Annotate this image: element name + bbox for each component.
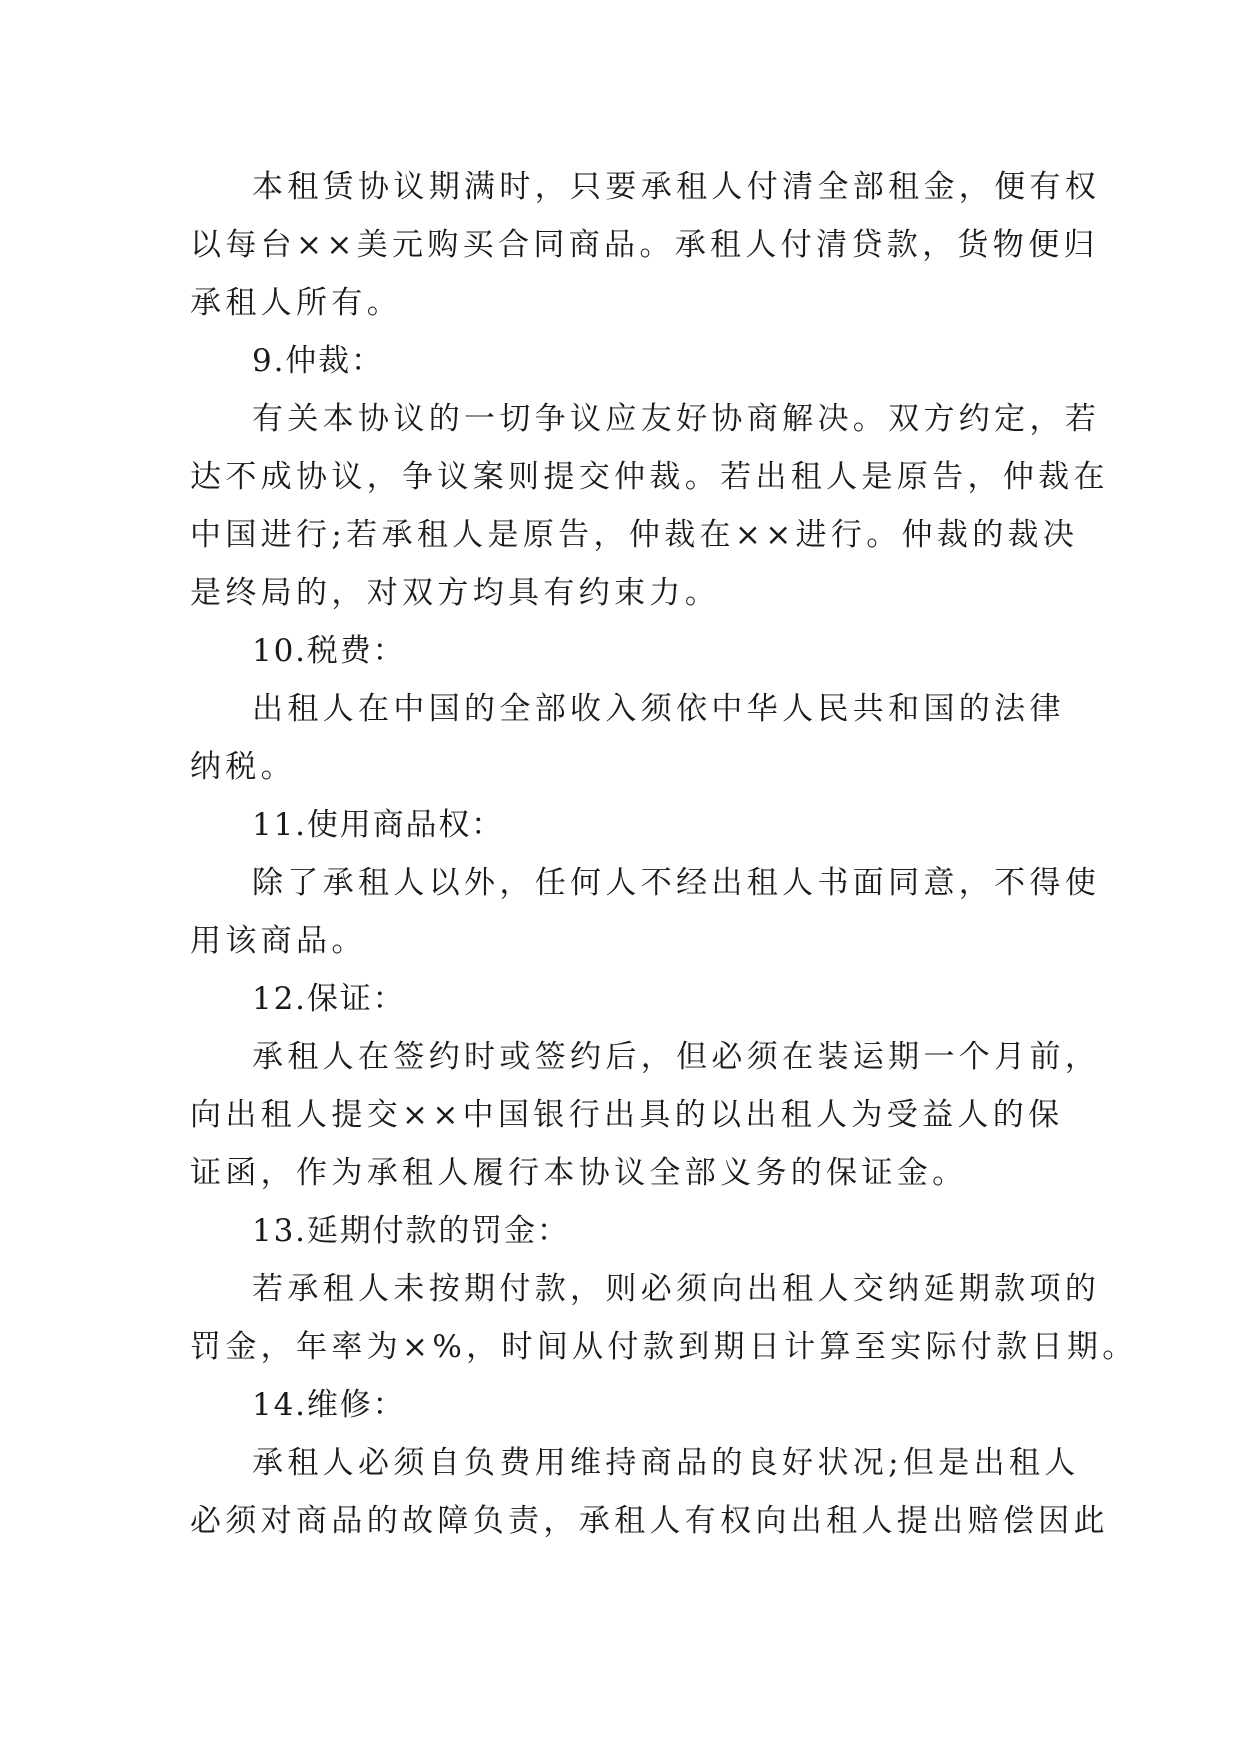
section-heading [190,970,1055,1028]
document-page [190,158,1138,1550]
text-line: 有关本协议的一切争议应友好协商解决。双方约定，若 [252,401,1101,437]
text-line: 11.使用商品权： [252,807,505,843]
body-paragraph [190,680,1065,796]
body-paragraph [190,1260,1138,1376]
text-line: 用该商品。 [190,923,367,959]
text-line: 若承租人未按期付款，则必须向出租人交纳延期款项的 [252,1271,1101,1307]
text-line: 本租赁协议期满时，只要承租人付清全部租金，便有权 [252,169,1101,205]
body-paragraph [190,1028,1101,1202]
text-line: 9.仲裁： [252,343,384,379]
text-line: 承租人必须自负费用维持商品的良好状况;但是出租人 [252,1445,1080,1481]
section-heading [190,1202,1055,1260]
text-line: 13.延期付款的罚金： [252,1213,570,1249]
text-line: 12.保证： [252,981,406,1017]
section-heading [190,796,1055,854]
text-line: 承租人在签约时或签约后，但必须在装运期一个月前， [252,1039,1101,1075]
text-line: 纳税。 [190,749,297,785]
text-line: 是终局的，对双方均具有约束力。 [190,575,721,611]
text-line: 除了承租人以外，任何人不经出租人书面同意，不得使 [252,865,1101,901]
body-paragraph [190,854,1101,970]
text-line: 10.税费： [252,633,406,669]
text-line: 必须对商品的故障负责，承租人有权向出租人提出赔偿因此 [190,1503,1109,1539]
body-paragraph [190,158,1101,332]
section-heading [190,1376,1055,1434]
text-line: 罚金，年率为×%，时间从付款到期日计算至实际付款日期。 [190,1329,1138,1365]
section-heading [190,622,1055,680]
text-line: 出租人在中国的全部收入须依中华人民共和国的法律 [252,691,1065,727]
text-line: 证函，作为承租人履行本协议全部义务的保证金。 [190,1155,968,1191]
text-line: 14.维修： [252,1387,406,1423]
text-line: 以每台××美元购买合同商品。承租人付清贷款，货物便归 [190,227,1099,263]
section-heading [190,332,1055,390]
text-line: 向出租人提交××中国银行出具的以出租人为受益人的保 [190,1097,1064,1133]
text-line: 达不成协议，争议案则提交仲裁。若出租人是原告，仲裁在 [190,459,1109,495]
body-paragraph [190,1434,1109,1550]
text-line: 中国进行;若承租人是原告，仲裁在××进行。仲裁的裁决 [190,517,1079,553]
body-paragraph [190,390,1109,622]
text-line: 承租人所有。 [190,285,403,321]
